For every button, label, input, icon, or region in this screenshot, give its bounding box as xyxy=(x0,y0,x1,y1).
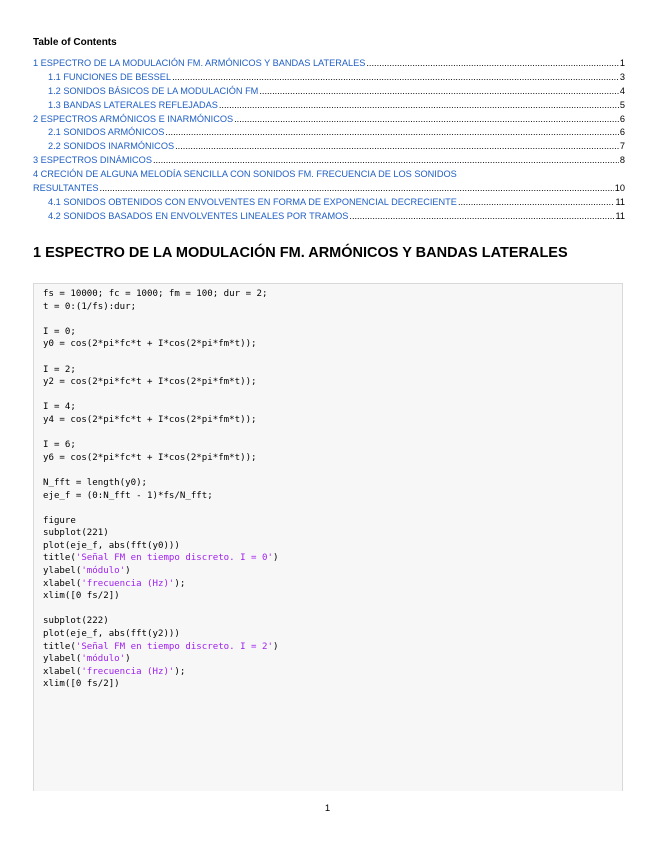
code-line xyxy=(43,464,622,477)
toc-leader-dots xyxy=(100,182,614,196)
toc-entry-title[interactable]: 2.1 SONIDOS ARMÓNICOS xyxy=(48,127,165,138)
code-line xyxy=(43,678,622,691)
toc-entry-title[interactable]: 1.3 BANDAS LATERALES REFLEJADAS xyxy=(48,99,218,110)
toc-leader-dots xyxy=(458,196,615,210)
code-text: xlabel( xyxy=(43,578,82,589)
toc-entry-page: 6 xyxy=(619,127,625,138)
code-line xyxy=(43,452,622,465)
toc-entry[interactable] xyxy=(33,85,625,99)
code-string: 'frecuencia (Hz)' xyxy=(81,666,175,677)
code-string: 'frecuencia (Hz)' xyxy=(81,578,175,589)
code-text: subplot(222) xyxy=(43,616,109,627)
code-text: plot(eje_f, abs(fft(y2))) xyxy=(43,629,180,640)
toc-entry-page: 8 xyxy=(619,155,625,166)
code-line xyxy=(43,338,622,351)
code-line xyxy=(43,351,622,364)
toc-entry-page: 1 xyxy=(619,58,625,68)
code-line xyxy=(43,389,622,402)
toc-entry[interactable] xyxy=(33,71,625,85)
code-text: y4 = cos(2*pi*fc*t + I*cos(2*pi*fm*t)); xyxy=(43,414,257,425)
toc-leader-dots xyxy=(172,71,619,85)
toc-entry-title[interactable]: 1.1 FUNCIONES DE BESSEL xyxy=(48,71,172,82)
code-text: figure xyxy=(43,515,76,526)
code-line xyxy=(43,490,622,503)
toc-entry-page: 10 xyxy=(614,183,625,194)
toc-entry[interactable] xyxy=(33,99,625,113)
toc-entry-title[interactable]: 3 ESPECTROS DINÁMICOS xyxy=(33,155,152,166)
code-text: ); xyxy=(174,666,186,677)
code-string: 'módulo' xyxy=(81,654,126,665)
code-text: I = 6; xyxy=(43,440,76,451)
code-text: ) xyxy=(125,654,131,665)
code-line xyxy=(43,578,622,591)
toc-entry[interactable] xyxy=(33,182,625,196)
code-string: 'Señal FM en tiempo discreto. I = 0' xyxy=(75,553,273,564)
code-line xyxy=(43,641,622,654)
code-line xyxy=(43,653,622,666)
code-line xyxy=(43,326,622,339)
toc-entry[interactable] xyxy=(33,154,625,168)
code-line xyxy=(43,401,622,414)
code-text: title( xyxy=(43,641,76,652)
code-text: ylabel( xyxy=(43,566,82,577)
code-line xyxy=(43,288,622,301)
code-text: eje_f = (0:N_fft - 1)*fs/N_fft; xyxy=(43,490,213,501)
code-text: title( xyxy=(43,553,76,564)
toc-leader-dots xyxy=(366,57,619,71)
code-line xyxy=(43,628,622,641)
toc-entry-title-line1[interactable]: 4 CRECIÓN DE ALGUNA MELODÍA SENCILLA CON SONIDOS FM. FRECUENCIA DE LOS SONIDOS xyxy=(33,169,457,180)
toc-entry-page: 7 xyxy=(619,141,625,152)
code-line xyxy=(43,590,622,603)
code-string: 'módulo' xyxy=(81,566,126,577)
toc-entry-title[interactable]: 2 ESPECTROS ARMÓNICOS E INARMÓNICOS xyxy=(33,113,234,124)
toc-leader-dots xyxy=(349,210,614,224)
toc-entry[interactable] xyxy=(33,126,625,140)
code-text: I = 0; xyxy=(43,326,76,337)
toc-entry-page: 11 xyxy=(615,210,625,221)
toc-leader-dots xyxy=(165,126,618,140)
toc-entry-page: 4 xyxy=(619,85,625,96)
toc-entry-title[interactable]: 1 ESPECTRO DE LA MODULACIÓN FM. ARMÓNICOS Y BANDAS LATERALES xyxy=(33,58,366,68)
toc-entry-title[interactable]: RESULTANTES xyxy=(33,183,99,194)
toc-entry-page: 5 xyxy=(619,99,625,110)
code-text: xlim([0 fs/2]) xyxy=(43,591,120,602)
code-line xyxy=(43,477,622,490)
toc-leader-dots xyxy=(175,140,619,154)
toc-entry[interactable] xyxy=(33,140,625,154)
code-text: xlabel( xyxy=(43,666,82,677)
toc-leader-dots xyxy=(259,85,619,99)
toc-leader-dots xyxy=(219,99,619,113)
toc-entry-page: 3 xyxy=(619,71,625,82)
code-text: I = 2; xyxy=(43,364,76,375)
code-line xyxy=(43,439,622,452)
code-text: I = 4; xyxy=(43,402,76,413)
code-line xyxy=(43,565,622,578)
code-line xyxy=(43,615,622,628)
code-text: y0 = cos(2*pi*fc*t + I*cos(2*pi*fm*t)); xyxy=(43,339,257,350)
code-line xyxy=(43,427,622,440)
code-listing xyxy=(34,284,622,691)
code-text: ) xyxy=(272,641,279,652)
code-line xyxy=(43,603,622,616)
code-text: y6 = cos(2*pi*fc*t + I*cos(2*pi*fm*t)); xyxy=(43,452,257,463)
toc-leader-dots xyxy=(153,154,619,168)
code-line xyxy=(43,527,622,540)
toc-entry-title[interactable]: 4.2 SONIDOS BASADOS EN ENVOLVENTES LINEALES POR TRAMOS xyxy=(48,210,349,221)
code-text: ); xyxy=(174,578,186,589)
toc-leader-dots xyxy=(234,113,619,127)
toc-entry[interactable] xyxy=(33,113,625,127)
code-text: y2 = cos(2*pi*fc*t + I*cos(2*pi*fm*t)); xyxy=(43,377,257,388)
table-of-contents xyxy=(33,57,625,224)
code-text: ) xyxy=(272,553,279,564)
code-line xyxy=(43,414,622,427)
code-line xyxy=(43,313,622,326)
code-line xyxy=(43,552,622,565)
toc-entry-page: 11 xyxy=(615,196,625,207)
code-line xyxy=(43,376,622,389)
code-text: ) xyxy=(125,566,131,577)
toc-entry-title[interactable]: 1.2 SONIDOS BÁSICOS DE LA MODULACIÓN FM xyxy=(48,85,259,96)
toc-entry-title[interactable]: 4.1 SONIDOS OBTENIDOS CON ENVOLVENTES EN FORMA DE EXPONENCIAL DECRECIENTE xyxy=(48,196,457,207)
toc-entry[interactable] xyxy=(33,57,625,71)
code-line xyxy=(43,301,622,314)
toc-heading: Table of Contents xyxy=(33,37,117,48)
code-block[interactable] xyxy=(33,283,623,791)
page-number: 1 xyxy=(324,803,331,814)
code-text: plot(eje_f, abs(fft(y0))) xyxy=(43,540,180,551)
toc-entry[interactable] xyxy=(33,196,625,210)
code-text: xlim([0 fs/2]) xyxy=(43,679,120,690)
toc-entry-page: 6 xyxy=(619,113,625,124)
code-text: t = 0:(1/fs):dur; xyxy=(43,301,137,312)
code-text: fs = 10000; fc = 1000; fm = 100; dur = 2; xyxy=(43,289,268,299)
section-title: 1 ESPECTRO DE LA MODULACIÓN FM. ARMÓNICOS Y BANDAS LATERALES xyxy=(33,245,568,261)
code-line xyxy=(43,540,622,553)
code-text: ylabel( xyxy=(43,654,82,665)
code-text: subplot(221) xyxy=(43,528,109,539)
code-line xyxy=(43,502,622,515)
toc-entry[interactable] xyxy=(33,210,625,224)
code-line xyxy=(43,364,622,377)
code-text: N_fft = length(y0); xyxy=(43,477,148,488)
toc-entry-title[interactable]: 2.2 SONIDOS INARMÓNICOS xyxy=(48,141,175,152)
code-line xyxy=(43,666,622,679)
code-line xyxy=(43,515,622,528)
code-string: 'Señal FM en tiempo discreto. I = 2' xyxy=(75,641,273,652)
